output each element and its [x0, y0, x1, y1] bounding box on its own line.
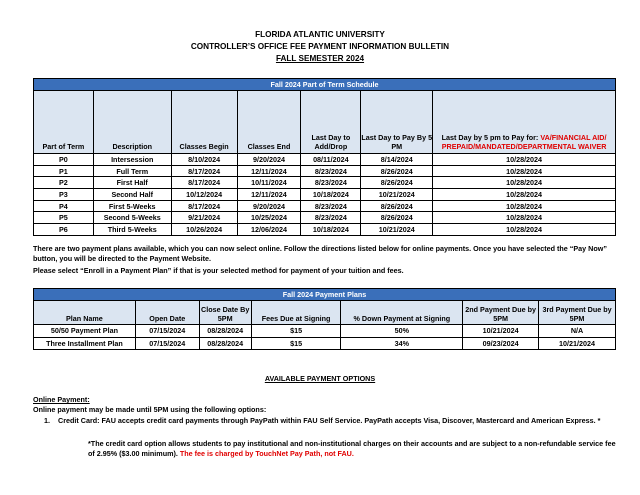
schedule-row: [34, 200, 616, 212]
payment-plans-table: [33, 288, 616, 350]
schedule-row: [34, 189, 616, 201]
schedule-row: [34, 154, 616, 166]
table-cell: 9/20/2024: [237, 154, 301, 166]
credit-card-note: [88, 439, 616, 459]
item-number: 1.: [44, 416, 50, 425]
col-classes-begin: Classes Begin: [171, 91, 237, 154]
aid-col-prefix: Last Day by 5 pm to Pay for:: [441, 133, 541, 142]
table-cell: 8/23/2024: [301, 177, 361, 189]
table-cell: Intersession: [93, 154, 171, 166]
col-close-date: Close Date By 5PM: [199, 301, 251, 325]
col-down-payment: % Down Payment at Signing: [341, 301, 463, 325]
table-cell: P2: [34, 177, 94, 189]
table-cell: 10/12/2024: [171, 189, 237, 201]
table-cell: Second 5-Weeks: [93, 212, 171, 224]
table-cell: 12/11/2024: [237, 165, 301, 177]
table-cell: N/A: [539, 325, 616, 338]
note-text: *The credit card option allows students to pay institutional and non-institutional charges on their accounts and are subject to a non-refundable service fee of 2.95% ($3.00 minimum).: [88, 439, 616, 459]
plan-row: [34, 325, 616, 338]
schedule-row: [34, 224, 616, 236]
table-cell: 10/28/2024: [433, 189, 616, 201]
table-cell: 10/28/2024: [433, 224, 616, 236]
col-second-payment: 2nd Payment Due by 5PM: [463, 301, 539, 325]
table-cell: 8/26/2024: [361, 165, 433, 177]
table-cell: 10/21/2024: [361, 189, 433, 201]
table-cell: 8/26/2024: [361, 212, 433, 224]
aid-col-red: VA/FINANCIAL AID/ PREPAID/MANDATED/DEPARTMENTAL WAIVER: [441, 133, 607, 151]
col-part-of-term: Part of Term: [34, 91, 94, 154]
table-cell: 8/17/2024: [171, 200, 237, 212]
col-third-payment: 3rd Payment Due by 5PM: [539, 301, 616, 325]
table-cell: 8/17/2024: [171, 177, 237, 189]
schedule-title: Fall 2024 Part of Term Schedule: [34, 79, 616, 91]
table-cell: 10/28/2024: [433, 200, 616, 212]
table-cell: 09/23/2024: [463, 337, 539, 350]
schedule-row: [34, 212, 616, 224]
table-cell: 08/28/2024: [199, 337, 251, 350]
table-cell: 10/28/2024: [433, 154, 616, 166]
col-plan-name: Plan Name: [34, 301, 136, 325]
table-cell: Three Installment Plan: [34, 337, 136, 350]
table-cell: 8/14/2024: [361, 154, 433, 166]
table-cell: $15: [251, 325, 341, 338]
table-cell: 07/15/2024: [135, 337, 199, 350]
online-payment-text: Online payment may be made until 5PM using the following options:: [33, 405, 267, 414]
table-cell: 10/21/2024: [463, 325, 539, 338]
semester-title: FALL SEMESTER 2024: [275, 54, 365, 63]
table-cell: 10/18/2024: [301, 189, 361, 201]
online-payment-heading: Online Payment:: [33, 395, 90, 404]
table-cell: 50%: [341, 325, 463, 338]
intro-enroll-note: Please select “Enroll in a Payment Plan” if that is your selected method for payment of your tuition and fees.: [33, 266, 404, 275]
table-cell: P1: [34, 165, 94, 177]
table-cell: P5: [34, 212, 94, 224]
table-cell: 34%: [341, 337, 463, 350]
table-cell: 8/26/2024: [361, 200, 433, 212]
plans-title: Fall 2024 Payment Plans: [34, 289, 616, 301]
table-cell: $15: [251, 337, 341, 350]
table-cell: P0: [34, 154, 94, 166]
note-red: The fee is charged by TouchNet Pay Path, not FAU.: [179, 449, 354, 459]
col-classes-end: Classes End: [237, 91, 301, 154]
table-cell: 10/21/2024: [539, 337, 616, 350]
table-cell: 12/11/2024: [237, 189, 301, 201]
table-cell: P4: [34, 200, 94, 212]
col-last-add-drop: Last Day to Add/Drop: [301, 91, 361, 154]
table-cell: 07/15/2024: [135, 325, 199, 338]
table-cell: 10/18/2024: [301, 224, 361, 236]
table-cell: 9/20/2024: [237, 200, 301, 212]
table-cell: 10/25/2024: [237, 212, 301, 224]
part-of-term-schedule-table: [33, 78, 616, 236]
bulletin-title: CONTROLLER’S OFFICE FEE PAYMENT INFORMATION BULLETIN: [190, 42, 450, 51]
table-cell: P3: [34, 189, 94, 201]
table-cell: 10/11/2024: [237, 177, 301, 189]
payment-options-heading: AVAILABLE PAYMENT OPTIONS: [264, 374, 376, 383]
table-cell: 9/21/2024: [171, 212, 237, 224]
table-cell: 8/23/2024: [301, 165, 361, 177]
university-name: FLORIDA ATLANTIC UNIVERSITY: [255, 30, 385, 39]
table-cell: 10/28/2024: [433, 212, 616, 224]
table-cell: Second Half: [93, 189, 171, 201]
plans-header-row: [34, 301, 616, 325]
table-cell: 8/23/2024: [301, 200, 361, 212]
col-description: Description: [93, 91, 171, 154]
table-cell: 8/26/2024: [361, 177, 433, 189]
table-cell: 10/26/2024: [171, 224, 237, 236]
table-cell: 8/17/2024: [171, 165, 237, 177]
table-cell: Full Term: [93, 165, 171, 177]
col-last-day-pay: Last Day to Pay By 5 PM: [361, 91, 433, 154]
intro-paragraph: There are two payment plans available, which you can now select online. Follow the directions listed below for online payments. Once you have selected the “Pay Now” button, you will be directed to the Payment Website.: [33, 244, 607, 264]
table-cell: First 5-Weeks: [93, 200, 171, 212]
col-last-day-aid: [433, 91, 616, 154]
col-fees-due: Fees Due at Signing: [251, 301, 341, 325]
plan-row: [34, 337, 616, 350]
schedule-row: [34, 177, 616, 189]
col-open-date: Open Date: [135, 301, 199, 325]
table-cell: 8/10/2024: [171, 154, 237, 166]
table-cell: P6: [34, 224, 94, 236]
table-cell: 50/50 Payment Plan: [34, 325, 136, 338]
table-cell: Third 5-Weeks: [93, 224, 171, 236]
table-cell: 08/11/2024: [301, 154, 361, 166]
table-cell: 10/28/2024: [433, 165, 616, 177]
table-cell: 10/28/2024: [433, 177, 616, 189]
table-cell: First Half: [93, 177, 171, 189]
schedule-header-row: [34, 91, 616, 154]
table-cell: 08/28/2024: [199, 325, 251, 338]
table-cell: 12/06/2024: [237, 224, 301, 236]
table-cell: 8/23/2024: [301, 212, 361, 224]
credit-card-item: Credit Card: FAU accepts credit card payments through PayPath within FAU Self Service. PayPath accepts Visa, Discover, Mastercard and American Express. *: [58, 416, 601, 425]
table-cell: 10/21/2024: [361, 224, 433, 236]
schedule-row: [34, 165, 616, 177]
